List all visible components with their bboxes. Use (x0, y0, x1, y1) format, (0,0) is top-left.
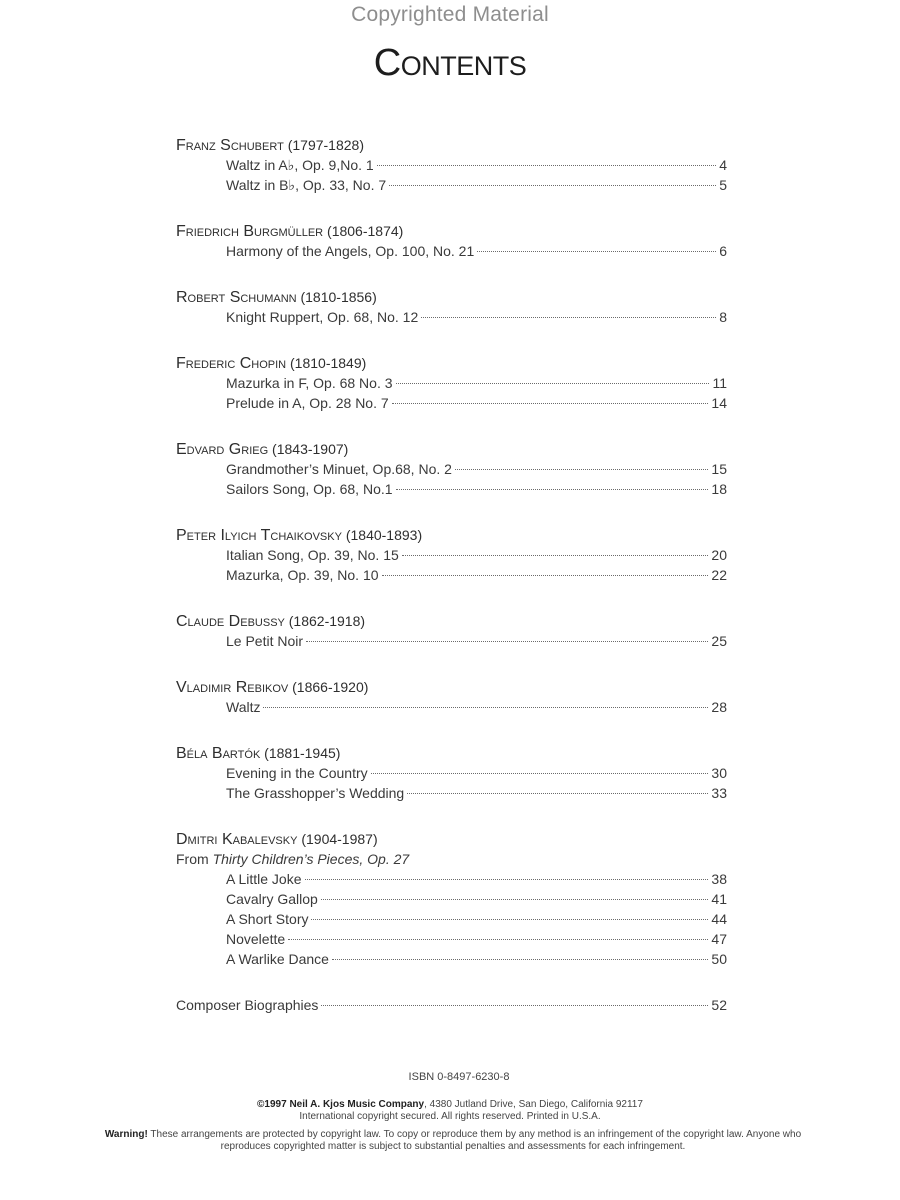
composer-dates: (1806-1874) (327, 223, 404, 239)
composer-dates: (1810-1849) (290, 355, 367, 371)
page-number: 22 (711, 567, 727, 583)
composer-name: Peter Ilyich Tchaikovsky (176, 527, 342, 544)
composer-heading (176, 743, 727, 763)
toc-entry[interactable] (176, 307, 727, 327)
page-number: 11 (712, 375, 727, 391)
warning-label: Warning! (104, 1129, 148, 1140)
dot-leader (396, 383, 710, 384)
piece-title: Mazurka, Op. 39, No. 10 (226, 567, 379, 583)
composer-section (176, 611, 727, 651)
collection-subtitle (176, 849, 727, 869)
piece-title: A Warlike Dance (226, 951, 329, 967)
toc-entry[interactable] (176, 697, 727, 717)
warning-text: These arrangements are protected by copyright law. To copy or reproduce them by any method is an infringement of the copyright law. Anyone who reproduces copyrighted matter is subject to substantial penalties and assessments for each infringement. (147, 1129, 802, 1152)
piece-title: Harmony of the Angels, Op. 100, No. 21 (226, 243, 475, 259)
piece-title: Grandmother’s Minuet, Op.68, No. 2 (226, 461, 452, 477)
rights-line: International copyright secured. All rights reserved. Printed in U.S.A. (299, 1111, 601, 1122)
composer-heading (176, 677, 727, 697)
toc-entry[interactable] (176, 155, 727, 175)
dot-leader (311, 919, 708, 920)
table-of-contents (176, 135, 727, 1015)
dot-leader (421, 317, 716, 318)
biographies-title: Composer Biographies (176, 997, 319, 1013)
piece-title: A Little Joke (226, 871, 302, 887)
piece-title: The Grasshopper’s Wedding (226, 785, 405, 801)
toc-entry[interactable] (176, 889, 727, 909)
page-number: 30 (711, 765, 727, 781)
toc-entry[interactable] (176, 949, 727, 969)
page-number: 33 (711, 785, 727, 801)
composer-name: Robert Schumann (176, 289, 297, 306)
composer-dates: (1843-1907) (272, 441, 349, 457)
composer-name: Frederic Chopin (176, 355, 287, 372)
composer-section (176, 525, 727, 585)
toc-entry[interactable] (176, 545, 727, 565)
composer-dates: (1810-1856) (300, 289, 377, 305)
subtitle-prefix: From (176, 851, 213, 867)
piece-title: Sailors Song, Op. 68, No.1 (226, 481, 393, 497)
page-number: 28 (711, 699, 727, 715)
page-number: 6 (719, 243, 727, 259)
composer-name: Friedrich Burgmüller (176, 223, 324, 240)
piece-title: Italian Song, Op. 39, No. 15 (226, 547, 399, 563)
piece-title: Novelette (226, 931, 286, 947)
piece-title: Knight Ruppert, Op. 68, No. 12 (226, 309, 419, 325)
toc-entry[interactable] (176, 459, 727, 479)
page-title: Contents (373, 42, 527, 84)
page-number: 15 (711, 461, 727, 477)
page-number: 50 (711, 951, 727, 967)
isbn: ISBN 0-8497-6230-8 (408, 1071, 510, 1083)
toc-entry[interactable] (176, 631, 727, 651)
composer-name: Béla Bartók (176, 745, 261, 762)
dot-leader (321, 899, 709, 900)
toc-entry[interactable] (176, 393, 727, 413)
composer-name: Claude Debussy (176, 613, 285, 630)
dot-leader (288, 939, 708, 940)
piece-title: A Short Story (226, 911, 309, 927)
composer-dates: (1840-1893) (345, 527, 423, 543)
page-number: 8 (719, 309, 727, 325)
toc-entry[interactable] (176, 241, 727, 261)
page-number: 25 (711, 633, 727, 649)
toc-entry[interactable] (176, 763, 727, 783)
toc-entry[interactable] (176, 565, 727, 585)
dot-leader (407, 793, 708, 794)
composer-section (176, 287, 727, 327)
piece-title: Le Petit Noir (226, 633, 304, 649)
dot-leader (306, 641, 708, 642)
dot-leader (477, 251, 716, 252)
piece-title: Waltz in B♭, Op. 33, No. 7 (226, 177, 387, 193)
dot-leader (263, 707, 708, 708)
dot-leader (332, 959, 708, 960)
page-number: 52 (711, 997, 727, 1013)
composer-heading (176, 287, 727, 307)
toc-entry[interactable] (176, 175, 727, 195)
dot-leader (455, 469, 708, 470)
composer-dates: (1862-1918) (288, 613, 366, 629)
publisher-address: , 4380 Jutland Drive, San Diego, California 92117 (424, 1099, 643, 1110)
composer-heading (176, 221, 727, 241)
composer-dates: (1881-1945) (264, 745, 341, 761)
composer-section (176, 135, 727, 195)
dot-leader (371, 773, 709, 774)
copyright-line (0, 1099, 900, 1111)
composer-heading (176, 611, 727, 631)
piece-title: Cavalry Gallop (226, 891, 318, 907)
toc-entry[interactable] (176, 909, 727, 929)
toc-entry[interactable] (176, 479, 727, 499)
collection-title: Thirty Children’s Pieces, Op. 27 (212, 851, 410, 867)
piece-title: Evening in the Country (226, 765, 368, 781)
composer-dates: (1866-1920) (292, 679, 369, 695)
piece-title: Mazurka in F, Op. 68 No. 3 (226, 375, 393, 391)
dot-leader (377, 165, 717, 166)
composer-name: Dmitri Kabalevsky (176, 831, 298, 848)
composer-section (176, 829, 727, 969)
toc-entry-biographies[interactable] (176, 995, 727, 1015)
piece-title: Waltz (226, 699, 261, 715)
page-number: 18 (711, 481, 727, 497)
page-number: 44 (711, 911, 727, 927)
piece-title: Waltz in A♭, Op. 9,No. 1 (226, 157, 374, 173)
composer-dates: (1904-1987) (301, 831, 378, 847)
toc-entry[interactable] (176, 783, 727, 803)
composer-name: Vladimir Rebikov (176, 679, 289, 696)
page-number: 41 (711, 891, 727, 907)
composer-section (176, 221, 727, 261)
composer-name: Franz Schubert (176, 137, 284, 154)
toc-entry[interactable] (176, 929, 727, 949)
page-number: 20 (711, 547, 727, 563)
composer-section (176, 743, 727, 803)
composer-heading (176, 353, 727, 373)
dot-leader (321, 1005, 708, 1006)
toc-entry[interactable] (176, 869, 727, 889)
toc-entry[interactable] (176, 373, 727, 393)
copyright-warning (82, 1129, 824, 1153)
composer-section (176, 677, 727, 717)
composer-heading (176, 829, 727, 849)
page-number: 14 (711, 395, 727, 411)
composer-heading (176, 135, 727, 155)
page-number: 5 (719, 177, 727, 193)
composer-heading (176, 439, 727, 459)
composer-name: Edvard Grieg (176, 441, 269, 458)
composer-section (176, 439, 727, 499)
dot-leader (402, 555, 709, 556)
page-number: 47 (711, 931, 727, 947)
page-number: 38 (711, 871, 727, 887)
composer-section (176, 353, 727, 413)
copyright-notice (0, 1099, 900, 1123)
dot-leader (396, 489, 709, 490)
dot-leader (382, 575, 709, 576)
page-number: 4 (719, 157, 727, 173)
piece-title: Prelude in A, Op. 28 No. 7 (226, 395, 389, 411)
publisher: ©1997 Neil A. Kjos Music Company (257, 1099, 425, 1110)
composer-heading (176, 525, 727, 545)
dot-leader (389, 185, 716, 186)
composer-dates: (1797-1828) (287, 137, 364, 153)
watermark: Copyrighted Material (351, 3, 549, 26)
dot-leader (392, 403, 709, 404)
dot-leader (305, 879, 709, 880)
